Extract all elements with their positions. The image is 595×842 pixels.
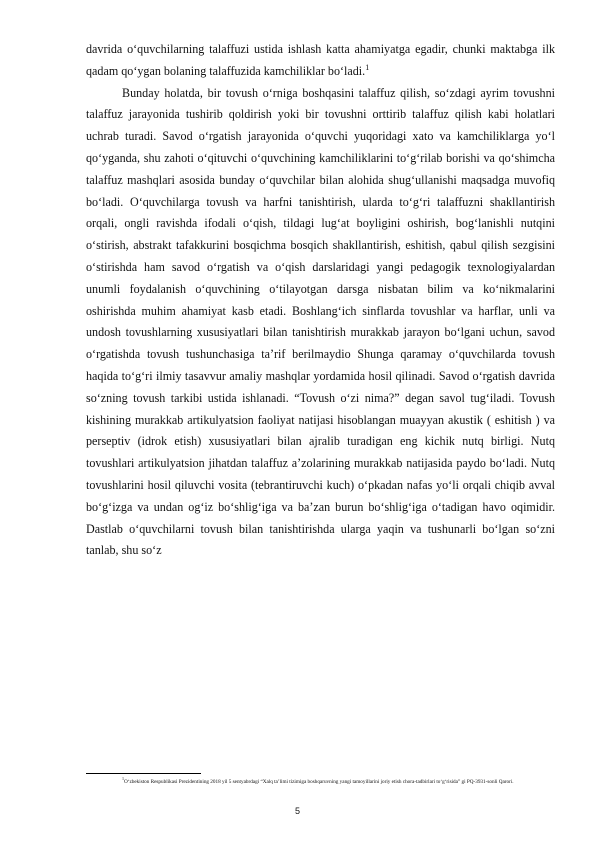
paragraph-1 <box>86 39 555 83</box>
footnote-text: O‘zbekiston Respublikasi Prezidentining 2018 yil 5 sentyabrdagi “Xalq ta’limi tizimiga boshqaruvning yangi tamoyillarini joriy etish chora-tadbirlari to‘g‘risida” gi PQ-3931-sonli Qarori. <box>124 779 514 785</box>
page-number: 5 <box>294 806 300 816</box>
paragraph-1-text: davrida o‘quvchilarning talaffuzi ustida ishlash katta ahamiyatga egadir, chunki maktabga ilk qadam qo‘ygan bolaning talaffuzida kamchiliklar bo‘ladi. <box>86 42 555 78</box>
footnote-reference: 1 <box>365 62 370 72</box>
footnote-divider <box>86 773 201 774</box>
paragraph-2: Bunday holatda, bir tovush o‘rniga boshqasini talaffuz qilish, so‘zdagi ayrim tovushni talaffuz jarayonida tushirib qoldirish yoki bir tovushni orttirib talaffuz qilish kabi holatlari uchrab turadi. Savod o‘rgatish jarayonida o‘quvchi yuqoridagi xato va kamchiliklarga yo‘l qo‘yganda, shu zahoti o‘qituvchi o‘quvchining kamchiliklarini to‘g‘rilab borishi va qo‘shimcha talaffuz mashqlari asosida bunday o‘quvchilar bilan alohida shug‘ullanishi maqsadga muvofiq bo‘ladi. O‘quvchilarga tovush va harfni tanishtirish, ularda to‘g‘ri talaffuzni shakllantirish orqali, ongli ravishda ifodali o‘qish, tildagi lug‘at boyligini oshirish, bog‘lanishli nutqini o‘stirish, abstrakt tafakkurini bosqichma bosqich shakllantirish, eshitish, qabul qilish sezgisini o‘stirishda ham savod o‘rgatish va o‘qish darslaridagi yangi pedagogik texnologiyalardan unumli foydalanish o‘quvchining o‘tilayotgan darsga nisbatan bilim va ko‘nikmalarini oshirishda muhim ahamiyat kasb etadi. Boshlang‘ich sinflarda tovushlar va harflar, unli va undosh tovushlarning xususiyatlari bilan tanishtirish murakkab jarayon bo‘lgani uchun, savod o‘rgatishda tovush tushunchasiga ta’rif berilmaydiо Shunga qaramay o‘quvchilarda tovush haqida to‘g‘ri ilmiy tasavvur amaliy mashqlar yordamida hosil qilinadi. Savod o‘rgatish davrida so‘zning tovush tarkibi ustida ishlanadi. “Tovush o‘zi nima?” degan savol tug‘iladi. Tovush kishining murakkab artikulyatsion faoliyat natijasi hisoblangan muayyan akustik ( eshitish ) va perseptiv (idrok etish) xususiyatlari bilan ajralib turadigan eng kichik nutq birligi. Nutq tovushlari artikulyatsion jihatdan talaffuz a’zolarining murakkab natijasida paydo bo‘ladi. Nutq tovushlarini hosil qiluvchi vosita (tebrantiruvchi kuch) o‘pkadan nafas yo‘li orqali chiqib avval bo‘g‘izga va undan og‘iz bo‘shlig‘iga va ba’zan burun bo‘shlig‘iga o‘tadigan havo oqimidir. Dastlab o‘quvchilarni tovush bilan tanishtirishda ularga yaqin va tushunarli bo‘lgan so‘zni tanlab, shu so‘z <box>86 85 555 558</box>
footnote: 1O‘zbekiston Respublikasi Prezidentining 2018 yil 5 sentyabrdagi “Xalq ta’limi tizimiga boshqaruvning yangi tamoyillarini joriy etish chora-tadbirlari to‘g‘risida” gi PQ-3931-sonli Qarori. <box>122 776 514 785</box>
page-body <box>86 39 555 562</box>
